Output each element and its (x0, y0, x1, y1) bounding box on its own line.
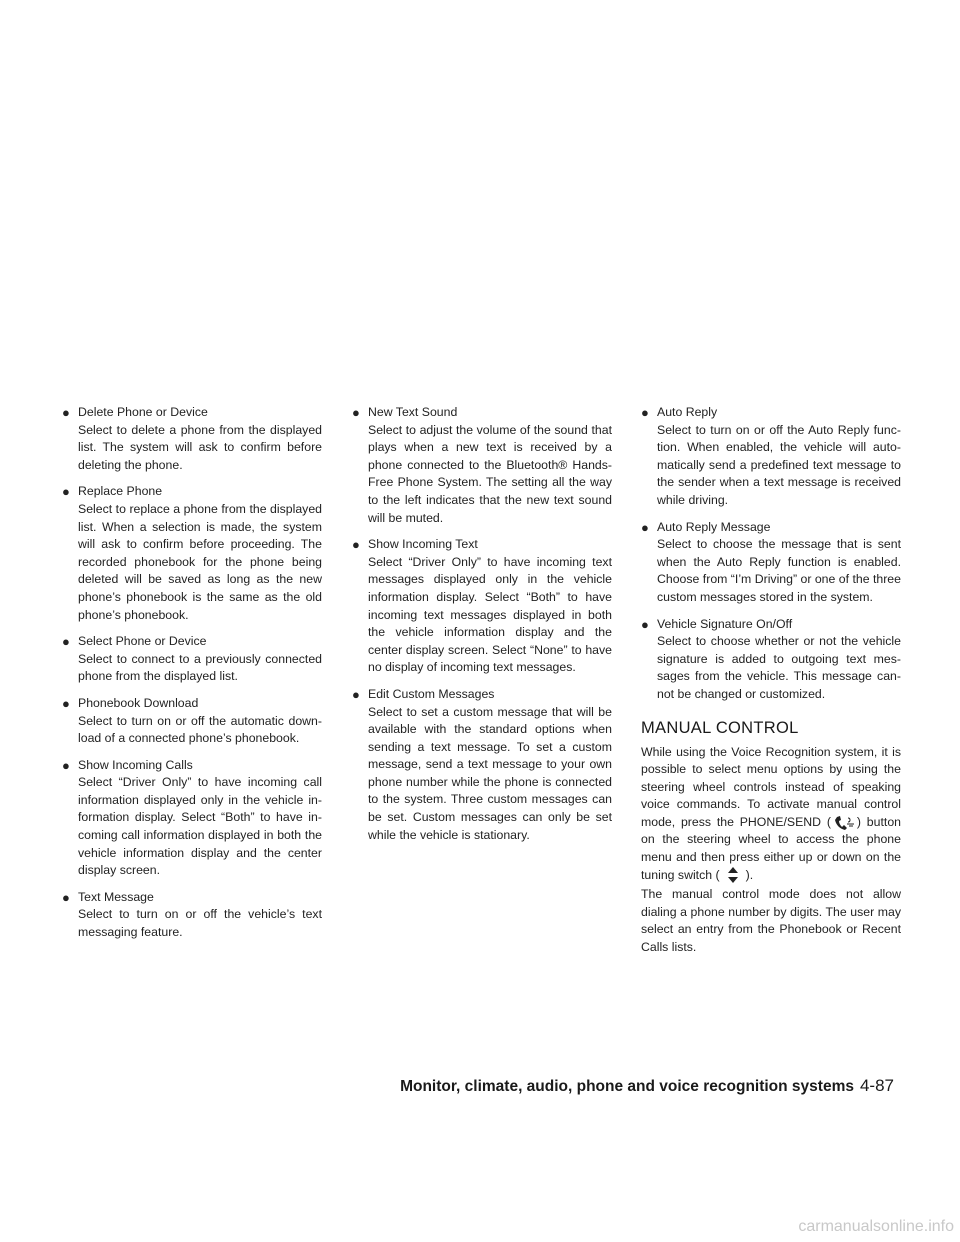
list-item (62, 889, 322, 942)
item-title: Vehicle Signature On/Off (657, 616, 793, 631)
column-3 (641, 404, 901, 957)
item-title: New Text Sound (368, 405, 458, 419)
item-title: Auto Reply Message (657, 519, 771, 534)
item-text: Select to adjust the volume of the sound that plays when a new text is received by a phone connected to the Bluetooth® Hands-Free Phone System. The setting all the way to the left indicates that the new text sound will be muted. (368, 422, 612, 525)
list-item (62, 633, 322, 686)
item-title: Show Incoming Calls (78, 757, 193, 772)
item-title: Text Message (78, 889, 154, 904)
bullet: ● (352, 686, 360, 702)
list-item (352, 686, 612, 844)
bullet: ● (641, 616, 649, 632)
item-title: Replace Phone (78, 484, 163, 499)
tuning-switch-icon-graphic (720, 867, 746, 883)
paragraph-text: ). (745, 867, 754, 882)
phone-send-icon-graphic (831, 815, 857, 831)
list-item (352, 404, 612, 527)
bullet: ● (352, 537, 360, 553)
page-number: 4-87 (859, 1076, 894, 1095)
item-text: Select to turn on or off the Auto Reply function. When enabled, the vehicle will automatically send a predefined text message to the sender when a text message is received while driving. (657, 422, 901, 507)
manual-control-note: The manual control mode does not allow dialing a phone number by digits. The user may select an entry from the Phonebook or Recent Calls lists. (641, 887, 901, 955)
list-item (62, 483, 322, 624)
item-text: Select “Driver Only” to have incoming text messages displayed only in the vehicle information display. Select “Both” to have incoming text messages displayed in both the vehicle information display and the center display screen. Select “None” to have no display of incoming text messages. (368, 554, 612, 675)
watermark: carmanualsonline.info (798, 1218, 954, 1235)
bullet: ● (62, 757, 70, 773)
item-title: Auto Reply (657, 405, 718, 419)
column-1 (62, 404, 322, 951)
bullet: ● (62, 695, 70, 711)
item-text: Select to choose the message that is sent when the Auto Reply function is enabled. Choose from “I’m Driving” or one of the three custom messages stored in the system. (657, 537, 901, 604)
list-item (62, 757, 322, 880)
manual-control-paragraph (641, 744, 901, 885)
column-2 (352, 404, 612, 853)
list-item (641, 404, 901, 510)
item-text: Select to turn on or off the automatic download of a connected phone’s phonebook. (78, 713, 322, 746)
phone-send-icon (831, 815, 857, 831)
item-text: Select “Driver Only” to have incoming call information displayed only in the vehicle information display. Select “Both” to have incoming call information displayed in both the vehicle information display and the center display screen. (78, 775, 322, 878)
section-heading: MANUAL CONTROL (641, 718, 799, 737)
list-item (641, 616, 901, 704)
list-item (62, 404, 322, 474)
item-text: Select to choose whether or not the vehicle signature is added to outgoing text messages from the vehicle. This message cannot be changed or customized. (657, 634, 901, 701)
bullet: ● (641, 519, 649, 535)
page-footer (400, 1076, 894, 1096)
list-item (352, 536, 612, 677)
paragraph-text: ) button on the steering wheel to access the phone menu and then press either up or down on the tuning switch ( (641, 814, 901, 882)
item-title: Show Incoming Text (368, 537, 478, 552)
bullet: ● (62, 484, 70, 500)
bullet: ● (62, 889, 70, 905)
bullet: ● (62, 634, 70, 650)
list-item (62, 695, 322, 748)
tuning-switch-icon (720, 867, 746, 883)
paragraph-text: While using the Voice Recognition system, it is possible to select menu options by using the steering wheel controls instead of speaking voice commands. To activate manual control mode, press the PHONE/SEND ( (641, 744, 901, 829)
item-title: Phonebook Download (78, 695, 199, 710)
bullet: ● (641, 405, 649, 420)
bullet: ● (62, 405, 70, 420)
list-item (641, 519, 901, 607)
item-title: Select Phone or Device (78, 634, 207, 649)
item-text: Select to set a custom message that will be available with the standard options when sending a text message. To set a custom message, send a text message to your own phone number while the phone is connected to the system. Three custom messages can be set. Custom messages can only be set while the vehicle is stationary. (368, 704, 612, 842)
footer-section-title: Monitor, climate, audio, phone and voice recognition systems (400, 1078, 854, 1095)
item-title: Edit Custom Messages (368, 686, 495, 701)
item-title: Delete Phone or Device (78, 405, 208, 419)
item-text: Select to replace a phone from the displayed list. When a selection is made, the system will ask to confirm before proceeding. The recorded phonebook for the phone being deleted will be saved as long as the new phone’s phonebook is the same as the old phone’s phonebook. (78, 501, 322, 622)
bullet: ● (352, 405, 360, 420)
item-text: Select to turn on or off the vehicle’s text messaging feature. (78, 907, 322, 940)
item-text: Select to connect to a previously connected phone from the displayed list. (78, 651, 322, 684)
item-text: Select to delete a phone from the displayed list. The system will ask to confirm before deleting the phone. (78, 422, 322, 472)
